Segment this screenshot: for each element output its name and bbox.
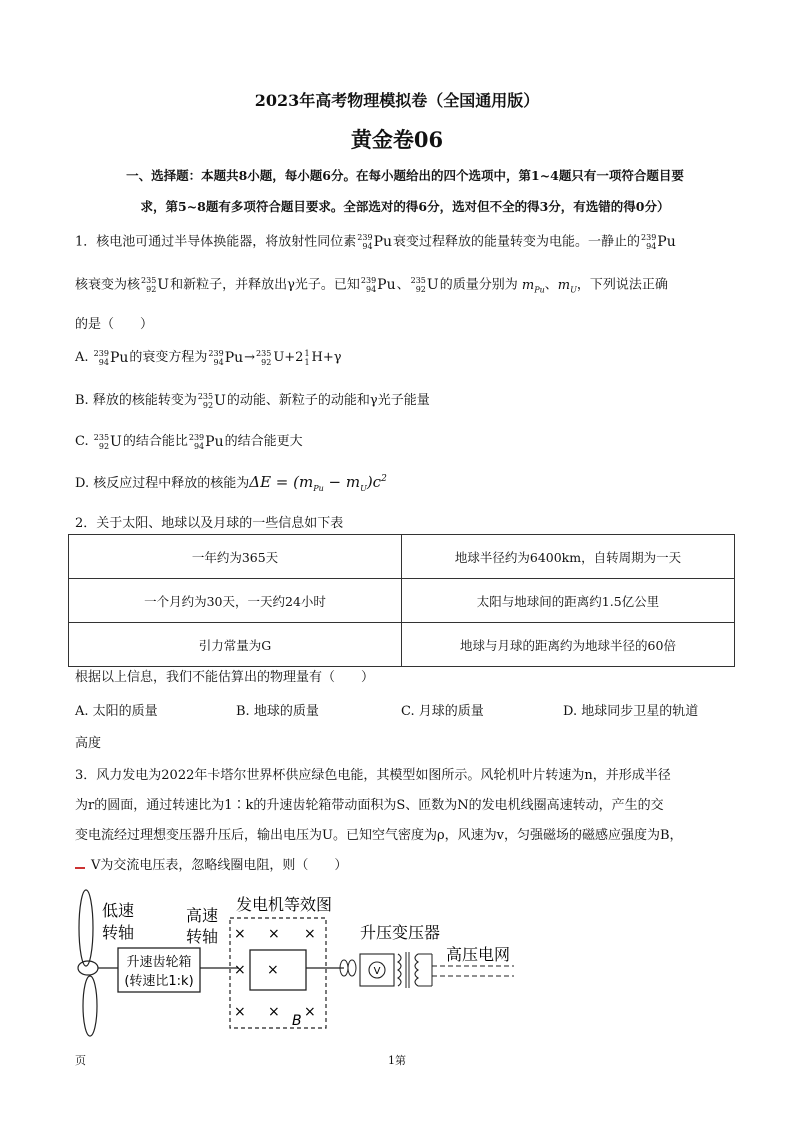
generator-title: 发电机等效图 [236,895,333,914]
table-row [69,535,735,579]
svg-text:×: × [234,1004,246,1020]
q2-option-d-wrap: 高度 [75,736,102,751]
mass-pu: $m_{Pu}$ [521,277,545,295]
q2-option-a: A. 太阳的质量 [75,704,158,719]
wind-generator-diagram [68,888,548,1040]
q1-text: 1．核电池可通过半导体换能器，将放射性同位素 [75,234,357,250]
svg-text:×: × [304,1004,316,1020]
q1-option-c: C. 235 92 U的结合能比 239 94 Pu的结合能更大 [75,432,303,451]
nuclide-pu: 239 94 Pu [360,276,396,294]
q1-line-2: 核衰变为核 235 92 U和新粒子，并释放出γ光子。已知 239 94 Pu、 235 92 U的质量分别为 $m_{Pu}$、$m_U$，下列说法正确 [75,269,735,306]
q2-option-c: C. 月球的质量 [401,704,484,719]
svg-text:×: × [234,962,246,978]
transformer-primary-coil [398,954,401,986]
svg-text:×: × [234,926,246,942]
q1-option-a: A. 239 94 Pu的衰变方程为 239 94 Pu→ 235 92 U+2 1 1 H+γ [75,348,342,367]
table-cell: 一个月约为30天，一天约24小时 [69,579,402,623]
table-cell: 引力常量为G [69,623,402,667]
svg-text:×: × [267,962,279,978]
nuclide-u: 235 92 U [141,276,170,294]
svg-text:×: × [268,1004,280,1020]
table-cell: 太阳与地球间的距离约1.5亿公里 [402,579,735,623]
q2-option-b: B. 地球的质量 [236,704,319,719]
turbine-blades [78,890,98,1036]
gearbox-label: 升速齿轮箱 [126,955,192,970]
exam-title: 2023年高考物理模拟卷（全国通用版） [254,91,540,110]
section-instructions [75,160,735,222]
section-line-1: 一、选择题：本题共8小题，每小题6分。在每小题给出的四个选项中，第1~4题只有一项符合题目要 [126,168,684,183]
field-b-label: B [292,1013,302,1029]
svg-text:×: × [304,926,316,942]
table-row [69,623,735,667]
q3-line-3: 变电流经过理想变压器升压后，输出电压为U。已知空气密度为ρ，风速为v，匀强磁场的磁感应强度为B， [75,828,683,843]
q3-line-2: 为r的圆面，通过转速比为1∶k的升速齿轮箱带动面积为S、匝数为N的发电机线圈高速转动，产生的交 [75,798,664,813]
footer-page-number: 1第 [388,1054,406,1067]
q2-stem: 2．关于太阳、地球以及月球的一些信息如下表 [75,516,344,531]
transformer-secondary-coil [415,954,418,986]
section-line-2: 求，第5~8题有多项符合题目要求。全部选对的得6分，选对但不全的得3分，有选错的得0分） [140,199,670,214]
q1-option-b: B. 释放的核能转变为 235 92 U的动能、新粒子的动能和γ光子能量 [75,391,430,410]
low-speed-label: 低速 [102,901,135,920]
mass-u: $m_U$ [557,277,577,295]
nuclide-u: 235 92 U [410,276,439,294]
q3-line-4: V为交流电压表，忽略线圈电阻，则（ ） [75,850,735,882]
table-cell: 一年约为365天 [69,535,402,579]
table-cell: 地球半径约为6400km，自转周期为一天 [402,535,735,579]
transformer-label: 升压变压器 [360,923,441,942]
footer-page-label: 页 [75,1054,86,1067]
energy-formula: $\Delta E = (m_{Pu} - m_U)c^2$ [249,473,387,493]
q1-text: 衰变过程释放的能量转变为电能。一静止的 [393,234,641,250]
low-speed-label-2: 转轴 [102,923,135,942]
q1-option-d: D. 核反应过程中释放的核能为$\Delta E = (m_{Pu} - m_U)c^2$ [75,473,387,493]
info-table [68,534,735,667]
nuclide-pu: 239 94 Pu [357,233,392,251]
exam-subtitle: 黄金卷06 [350,127,444,152]
svg-text:V: V [373,966,381,977]
q2-option-d: D. 地球同步卫星的轨道 [563,704,699,719]
q3-line-1: 3．风力发电为2022年卡塔尔世界杯供应绿色电能，其模型如图所示。风轮机叶片转速为n，并形成半径 [75,768,671,783]
high-speed-label: 高速 [186,906,219,925]
svg-text:×: × [268,926,280,942]
table-row [69,579,735,623]
field-crosses [234,926,316,1020]
gearbox-ratio-label: (转速比1:k) [124,974,194,989]
grid-label: 高压电网 [446,945,511,964]
table-cell: 地球与月球的距离约为地球半径的60倍 [402,623,735,667]
q1-line-3: 的是（ ） [75,317,154,332]
nuclide-pu: 239 94 Pu [641,233,676,251]
high-speed-label-2: 转轴 [186,927,219,946]
q1-line-1 [75,226,735,259]
q2-question: 根据以上信息，我们不能估算出的物理量有（ ） [75,670,375,685]
